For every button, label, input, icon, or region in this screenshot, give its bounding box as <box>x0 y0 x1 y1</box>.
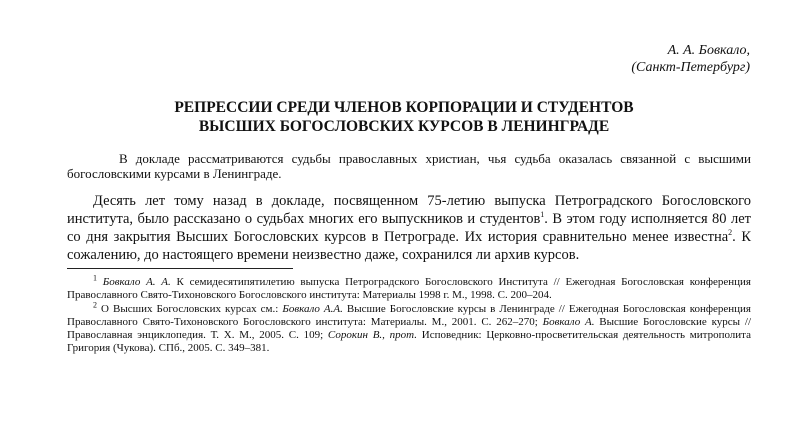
body-text-part-3: . К сожалению, до настоящего времени неизвестно даже, сохранился ли архив курсов. <box>67 229 752 263</box>
footnote-2-number: 2 <box>93 300 97 310</box>
footnote-2-text-1: О Высших Богословских курсах см.: <box>97 303 283 315</box>
footnote-1-author: Бовкало А. А. <box>102 276 171 288</box>
footnote-2-text-4: Исповедник: Церковно-просветительская деятельность митрополита Григория (Чукова). СПб., 2005. С. 349–381. <box>67 329 752 354</box>
footnote-2-author-2: Бовкало А. <box>542 316 595 328</box>
footnote-2 <box>67 300 752 355</box>
abstract: В докладе рассматриваются судьбы православных христиан, чья судьба оказалась связанной с высшими богословскими курсами в Ленинграде. <box>67 151 751 181</box>
footnote-1-number: 1 <box>93 273 97 283</box>
body-text-part-1: Десять лет тому назад в докладе, посвященном 75-летию выпуска Петроградского Богословского института, было рассказано о судьбах многих его выпускников и студентов <box>67 193 751 227</box>
author-name: А. А. Бовкало, <box>667 43 750 58</box>
body-text-part-2: . В этом году исполняется 80 лет со дня закрытия Высших Богословских курсов в Петрограде. Их история сравнительно менее известна <box>67 211 751 245</box>
author-block <box>631 42 750 76</box>
paper-title <box>0 98 808 136</box>
footnote-2-text-2: Высшие Богословские курсы в Ленинграде // Ежегодная Богословская конференция Православного Свято-Тихоновского Богословского института: Материалы. М., 2001. С. 262–270; <box>67 303 751 328</box>
title-line-1: РЕПРЕССИИ СРЕДИ ЧЛЕНОВ КОРПОРАЦИИ И СТУДЕНТОВ <box>174 99 634 116</box>
footnote-2-author-3: Сорокин В., прот. <box>327 329 417 341</box>
footnote-1 <box>67 273 751 302</box>
body-paragraph <box>67 192 751 264</box>
footnote-divider <box>67 268 293 269</box>
footnote-ref-2[interactable]: 2 <box>728 228 733 238</box>
footnote-2-author-1: Бовкало А.А. <box>282 303 343 315</box>
footnote-1-text: К семидесятипятилетию выпуска Петроградского Богословского Института // Ежегодная Богословская конференция Православного Свято-Тихоновского Богословского института: Материалы 1998 г. М., 1998. С. 200–204. <box>67 276 751 301</box>
footnote-2-text-3: Высшие Богословские курсы // Православная энциклопедия. Т. Х. М., 2005. С. 109; <box>67 316 751 341</box>
author-city: (Санкт-Петербург) <box>631 60 750 75</box>
footnote-ref-1[interactable]: 1 <box>540 210 545 220</box>
title-line-2: ВЫСШИХ БОГОСЛОВСКИХ КУРСОВ В ЛЕНИНГРАДЕ <box>198 118 610 135</box>
